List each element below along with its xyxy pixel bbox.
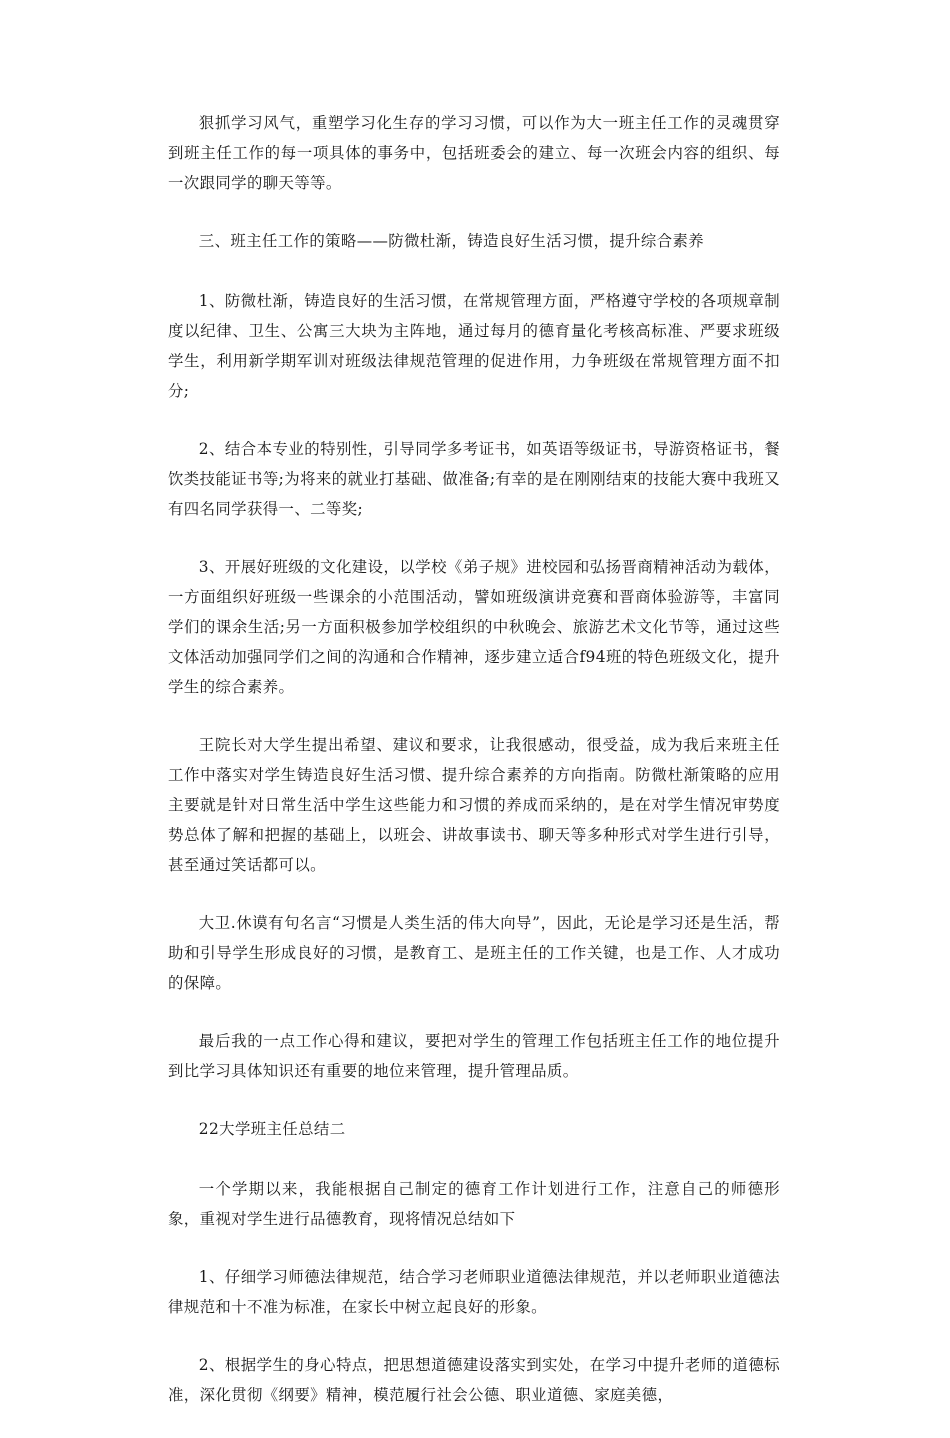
paragraph-summary-item-1: 1、仔细学习师德法律规范，结合学习老师职业道德法律规范，并以老师职业道德法律规范和十不准为标准，在家长中树立起良好的形象。 bbox=[168, 1268, 780, 1316]
paragraph-item-3-class-culture: 3、开展好班级的文化建设，以学校《弟子规》进校园和弘扬晋商精神活动为载体，一方面组织好班级一些课余的小范围活动，譬如班级演讲竞赛和晋商体验游等，丰富同学们的课余生活;另一方面积极参加学校组织的中秋晚会、旅游艺术文化节等，通过这些文体活动加强同学们之间的沟通和合作精神，逐步建立适合f94班的特色班级文化，提升学生的综合素养。 bbox=[168, 558, 780, 696]
paragraph-semester-overview: 一个学期以来，我能根据自己制定的德育工作计划进行工作，注意自己的师德形象，重视对学生进行品德教育，现将情况总结如下 bbox=[168, 1180, 780, 1228]
paragraph-item-2-certificates: 2、结合本专业的特别性，引导同学多考证书，如英语等级证书，导游资格证书，餐饮类技能证书等;为将来的就业打基础、做准备;有幸的是在刚刚结束的技能大赛中我班又有四名同学获得一、二等奖; bbox=[168, 440, 780, 518]
paragraph-item-1-routine-management: 1、防微杜渐，铸造良好的生活习惯，在常规管理方面，严格遵守学校的各项规章制度以纪律、卫生、公寓三大块为主阵地，通过每月的德育量化考核高标准、严要求班级学生，利用新学期军训对班级法律规范管理的促进作用，力争班级在常规管理方面不扣分; bbox=[168, 292, 780, 400]
section-heading-strategy: 三、班主任工作的策略——防微杜渐，铸造良好生活习惯，提升综合素养 bbox=[198, 232, 705, 250]
paragraph-hume-quote: 大卫.休谟有句名言“习惯是人类生活的伟大向导”，因此，无论是学习还是生活，帮助和引导学生形成良好的习惯，是教育工、是班主任的工作关键，也是工作、人才成功的保障。 bbox=[168, 914, 780, 992]
paragraph-study-habits: 狠抓学习风气，重塑学习化生存的学习习惯，可以作为大一班主任工作的灵魂贯穿到班主任工作的每一项具体的事务中，包括班委会的建立、每一次班会内容的组织、每一次跟同学的聊天等等。 bbox=[168, 114, 780, 192]
paragraph-summary-item-2: 2、根据学生的身心特点，把思想道德建设落实到实处，在学习中提升老师的道德标准，深化贯彻《纲要》精神，模范履行社会公德、职业道德、家庭美德， bbox=[168, 1356, 780, 1404]
document-page bbox=[168, 108, 780, 1438]
paragraph-dean-guidance: 王院长对大学生提出希望、建议和要求，让我很感动，很受益，成为我后来班主任工作中落实对学生铸造良好生活习惯、提升综合素养的方向指南。防微杜渐策略的应用主要就是针对日常生活中学生这些能力和习惯的养成而采纳的，是在对学生情况审势度势总体了解和把握的基础上，以班会、讲故事读书、聊天等多种形式对学生进行引导，甚至通过笑话都可以。 bbox=[168, 736, 780, 874]
paragraph-final-advice: 最后我的一点工作心得和建议，要把对学生的管理工作包括班主任工作的地位提升到比学习具体知识还有重要的地位来管理，提升管理品质。 bbox=[168, 1032, 780, 1080]
section-heading-summary-two: 22大学班主任总结二 bbox=[198, 1120, 346, 1138]
